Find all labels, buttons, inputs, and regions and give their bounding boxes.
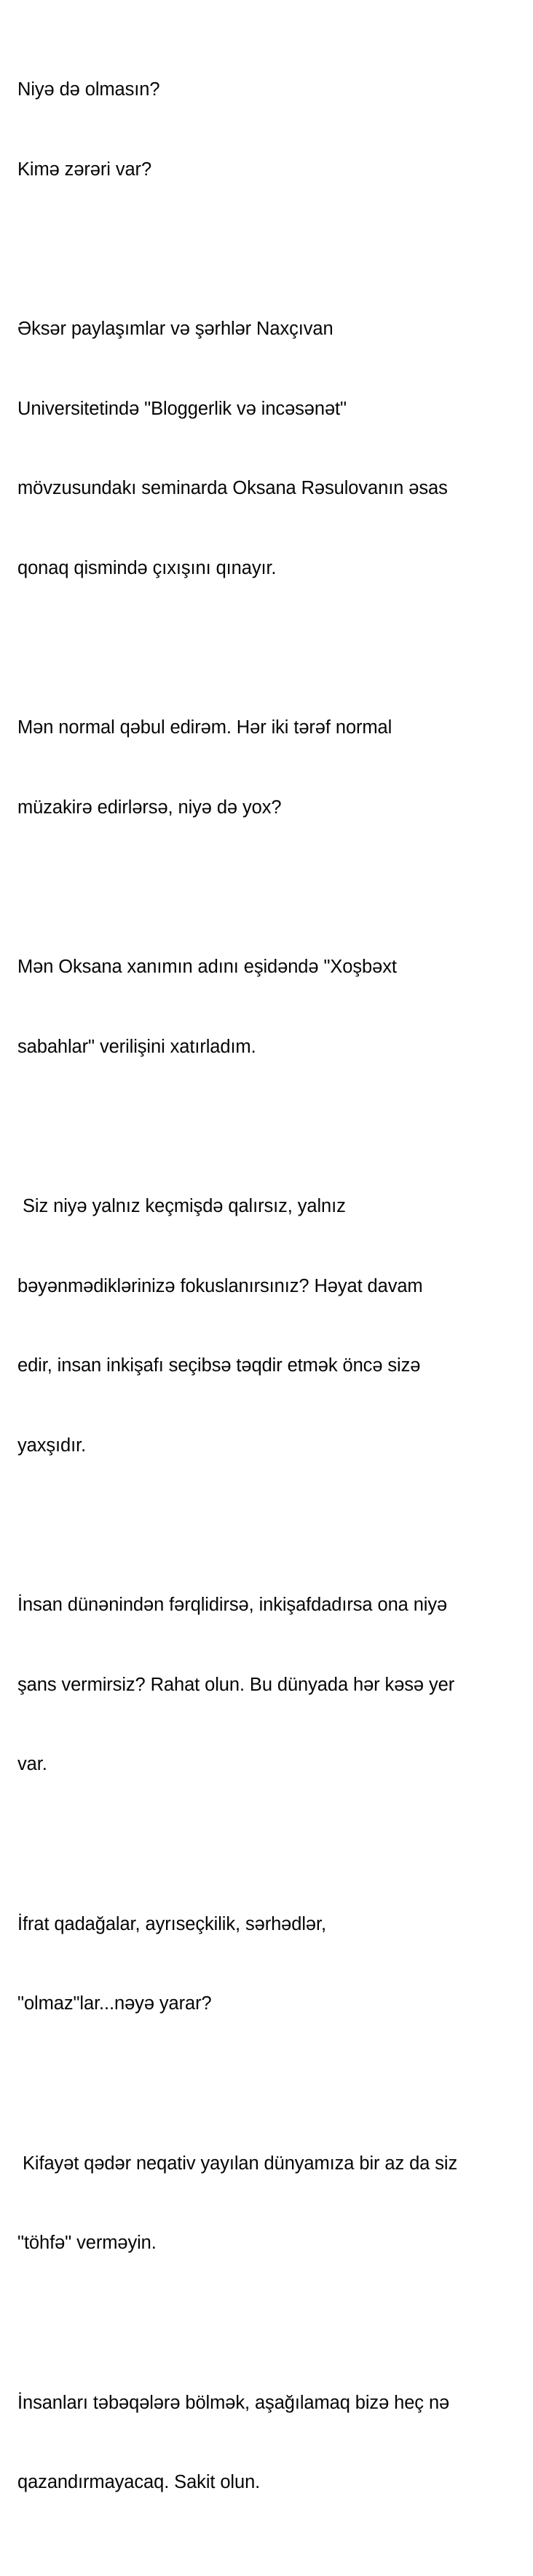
post-paragraph <box>17 1539 527 1831</box>
post-text-line: qazandırmayacaq. Sakit olun. <box>17 2472 261 2492</box>
post-text-line: edir, insan inkişafı seçibsə təqdir etmək öncə sizə <box>17 1355 421 1376</box>
post-paragraph <box>17 2097 527 2310</box>
post-text-line: müzakirə edirlərsə, niyə də yox? <box>17 797 282 818</box>
post-text-line: Mən Oksana xanımın adını eşidəndə "Xoşbəxt <box>17 957 397 977</box>
post-text-line: bəyənmədiklərinizə fokuslanırsınız? Həyat davam <box>17 1275 423 1296</box>
post-text-line: İfrat qadağalar, ayrıseçkilik, sərhədlər, <box>17 1913 326 1934</box>
post-paragraph <box>17 1140 527 1512</box>
post-text-line: Mən normal qəbul edirəm. Hər iki tərəf normal <box>17 717 392 738</box>
post-text-line: Kifayət qədər neqativ yayılan dünyamıza bir az da siz <box>17 2153 458 2174</box>
post-paragraph <box>17 1858 527 2070</box>
post-text-line: Niyə də olmasın? <box>17 79 160 100</box>
post-text-line: İnsan dünənindən fərqlidirsə, inkişafdadırsa ona niyə <box>17 1595 448 1615</box>
post-paragraph <box>17 901 527 1113</box>
post-paragraph <box>17 23 527 236</box>
post-text-line: var. <box>17 1754 47 1774</box>
post-text-line: Kimə zərəri var? <box>17 159 152 180</box>
post-text-line: "töhfə" verməyin. <box>17 2233 157 2253</box>
post-text-line: İnsanları təbəqələrə bölmək, aşağılamaq bizə heç nə <box>17 2392 450 2413</box>
post-paragraph <box>17 263 527 634</box>
post-text-line: qonaq qismində çıxışını qınayır. <box>17 557 277 578</box>
post-text-line: Universitetində "Bloggerlik və incəsənət" <box>17 398 347 419</box>
post-text-line: mövzusundakı seminarda Oksana Rəsulovanın əsas <box>17 478 448 498</box>
post-text-line: yaxşıdır. <box>17 1435 87 1456</box>
post-body <box>17 23 527 2576</box>
post-text-line: "olmaz"lar...nəyə yarar? <box>17 1993 212 2014</box>
post-paragraph <box>17 2337 527 2549</box>
post-text-line: Siz niyə yalnız keçmişdə qalırsız, yalnız <box>17 1196 346 1216</box>
post-text-line: sabahlar" verilişini xatırladım. <box>17 1036 256 1057</box>
post-text-line: Əksər paylaşımlar və şərhlər Naxçıvan <box>17 319 333 339</box>
post-header <box>0 0 533 6</box>
post-paragraph <box>17 661 527 874</box>
post-text-line: şans vermirsiz? Rahat olun. Bu dünyada hər kəsə yer <box>17 1674 455 1695</box>
